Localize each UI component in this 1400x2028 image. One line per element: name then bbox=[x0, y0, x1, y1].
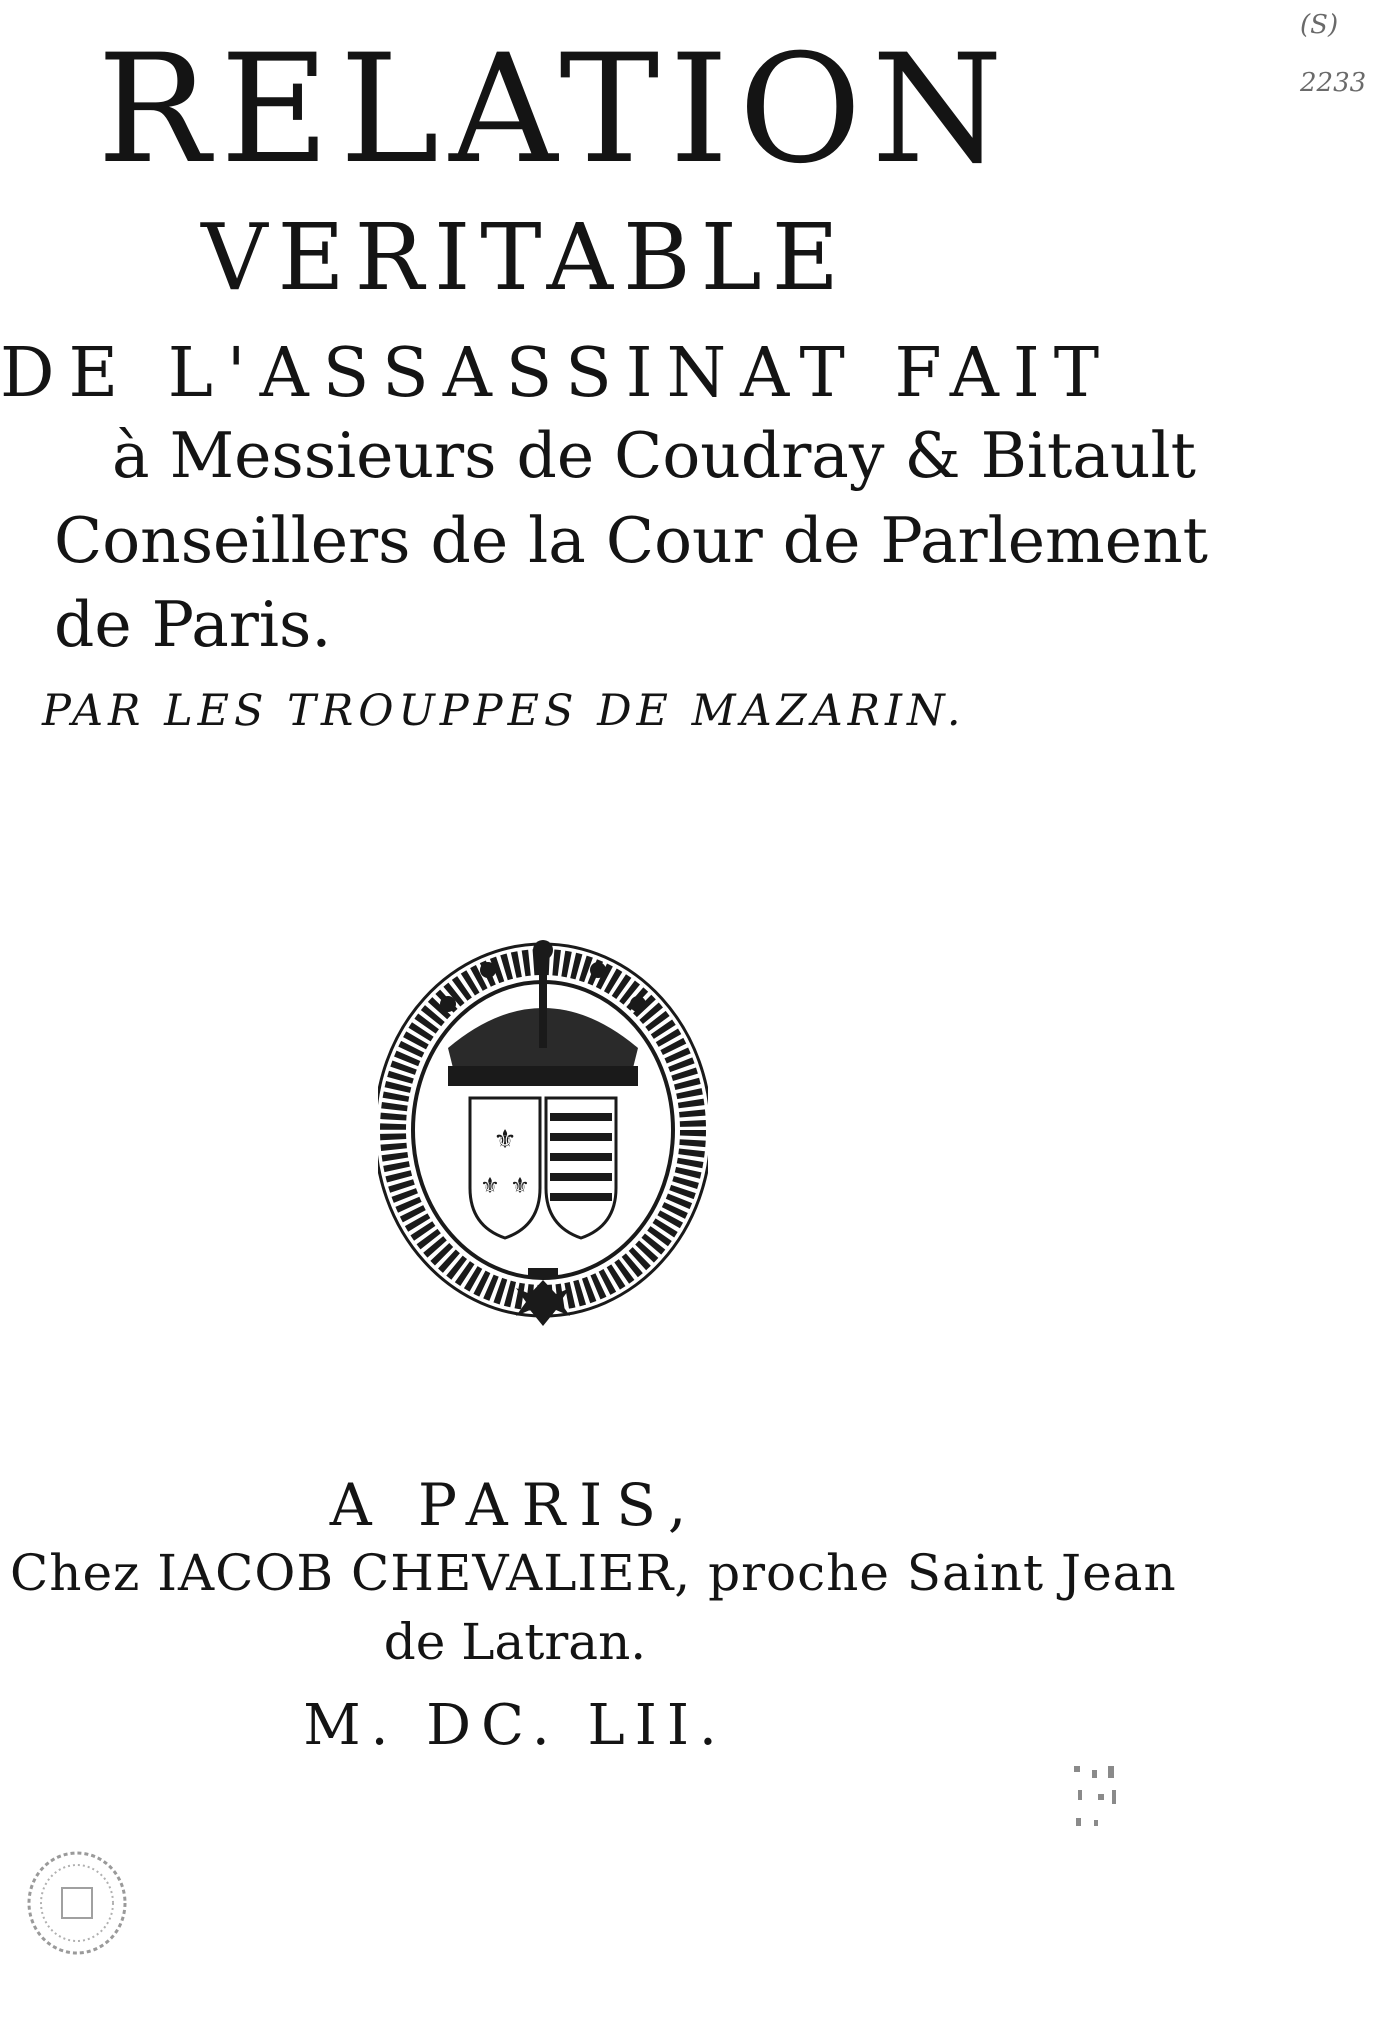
imprint-printer: Chez IACOB CHEVALIER, proche Saint Jean bbox=[10, 1544, 1177, 1602]
royal-coat-of-arms-icon bbox=[378, 908, 708, 1328]
svg-text:⚜: ⚜ bbox=[510, 1174, 530, 1199]
byline: PAR LES TROUPPES DE MAZARIN. bbox=[42, 686, 966, 736]
library-stamp-icon bbox=[22, 1848, 132, 1958]
imprint-city: A PARIS, bbox=[329, 1471, 701, 1539]
imprint-year: M. DC. LII. bbox=[303, 1693, 727, 1758]
subtitle-line-1: à Messieurs de Coudray & Bitault bbox=[112, 419, 1196, 492]
title-line-2: VERITABLE bbox=[201, 204, 849, 311]
shelfmark-annotation bbox=[1300, 8, 1367, 118]
imprint-address: de Latran. bbox=[383, 1613, 647, 1671]
subtitle-line-2: Conseillers de la Cour de Parlement bbox=[54, 504, 1208, 577]
subtitle-line-3: de Paris. bbox=[54, 588, 332, 661]
title-line-3: DE L'ASSASSINAT FAIT bbox=[0, 334, 1114, 413]
margin-mark-icon bbox=[1068, 1760, 1128, 1860]
shelfmark-bottom: 2233 bbox=[1300, 68, 1367, 98]
svg-text:⚜: ⚜ bbox=[480, 1174, 500, 1199]
shelfmark-top: (S) bbox=[1300, 10, 1339, 40]
title-line-1: RELATION bbox=[97, 23, 1013, 197]
svg-text:⚜: ⚜ bbox=[493, 1125, 517, 1155]
